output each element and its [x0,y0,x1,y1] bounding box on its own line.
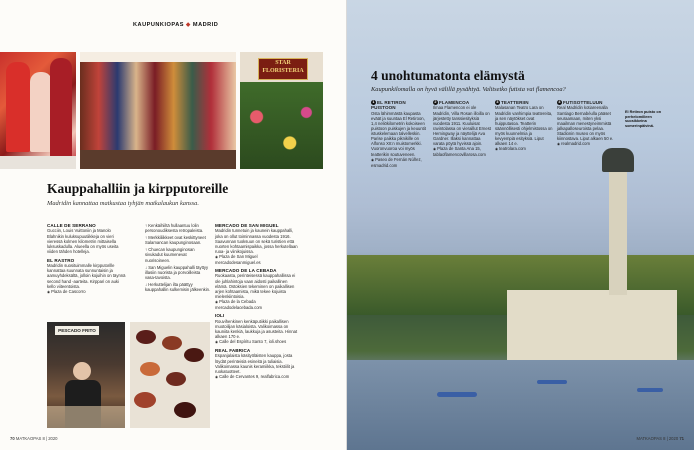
flamenco-dresses-photo [0,52,76,169]
left-page-number: 70 [10,436,15,441]
cebada-heading: MERCADO DE LA CEBADA [215,268,277,274]
item-4-place: ◉ realmadrid.com [557,141,615,147]
ioli-text: Rouvihenkinen kenkäputiikki paikallisen muotoilijan käsialoista. Valikoimassa on kauniita kenkiä, laukkuja ja asusteita. Hinnat alkaen 170 e. [215,318,298,339]
flower-shop-photo [240,52,323,169]
caption-5: ↓ Herkuttelijan ilta päättyy kauppahallin sulkemisin jälkeenkin. [145,281,211,293]
item-2-heading: FLAMENCOA [439,100,470,105]
real-fabrica-text: Espanjalaista käsityöläisten kauppa, josta löydät perinteisiä esineitä ja tuliaisia. Valikoimassa kaunis keramiikka, tekstiilit ja ruokatuotteet. [215,353,295,374]
item-number-badge: 4 [558,100,561,105]
caption-3: ↑ Chuecan kaupunginosan sivukadut kuumenevat nuorisoineen. [145,247,195,263]
cebada-place: ◉ Plaza de la Cebada [215,299,301,305]
item-1-place: ◉ Paseo de Fernán Núñez, esmadrid.com [371,157,429,168]
rastro-text: Madridin suosituimmalle kirpputorille kannattaa suunnata sunnuntaisin ja aamuyhdeksältä, jolloin kojuihin on täynnä second hand -aarteita. Kirppari on auki kello viiteentoista. [47,263,126,289]
col-1 [47,223,127,295]
caption-1: ↑ Kenkäihiiltä hullaantuu lolin personoudiksesta retropaleista. [145,223,204,234]
caption-arrow-icon: ↑ [145,235,149,241]
real-fabrica-heading: REAL FABRICA [215,348,251,353]
serrano-heading: CALLE DE SERRANO [47,223,96,228]
market-stall-photo [47,322,125,428]
left-page [0,0,346,450]
item-2 [433,100,491,157]
left-title: Kauppahalliin ja kirpputoreille [47,181,229,196]
item-4 [557,100,615,147]
header-separator: ◆ [186,22,191,28]
san-miguel-place: ◉ Plaza de San Miguel [215,254,301,260]
col-3 [215,223,301,380]
caption-arrow-icon: ↓ [145,264,149,270]
caption-arrow-icon: ↑ [145,247,149,253]
item-2-place: ◉ Plaza de Santa Ana 15, tablaoflamencovillarosa.com [433,146,491,157]
item-1 [371,100,429,168]
item-3-heading: TEATTERIIN [501,100,529,105]
right-title: 4 unohtumatonta elämystä [371,68,525,83]
item-1-heading: EL RETIRON PUISTOON [371,100,406,111]
item-3 [495,100,553,152]
chocolates-photo [130,322,210,428]
right-magazine-name: MATKAOPAS 8 | 2020 [636,436,679,441]
item-1-text: Osta lähimmästä kaupasta eväät ja suuntaa El Retiroon, 1,4 neliökilometrin kokoiseen puistoon puiskujen ja keuuntit istuskelemaan talvelleskin. Parise paikka piknikille on Alfonso XII:n muistomerkki. Vuoronvuoroa voi myös teatterikin soutuveneen. [371,110,426,157]
rastro-heading: EL RASTRO [47,257,75,263]
caption-arrow-icon: ↓ [145,281,149,287]
item-3-text: Malasanan Teatro Lara on Madridin vanhimpia teattereita, ja sen näytökset ovat huipputasoa. Teatterin säännöllisesti ohjelmistossa on myös kuunnelmia ja kevyempiä esityksiä. Liput alkaen 14 e. [495,105,553,147]
san-miguel-heading: MERCADO DE SAN MIGUEL [215,223,279,228]
right-subtitle: Kaupunkilomalla on hyvä välillä pysähtyä. Valitsetko futista vai flamencoa? [371,86,566,93]
star-floristeria-sign: STAR FLORISTERIA [258,58,308,80]
section-header [133,22,218,28]
ioli-place: ◉ Calle del Espíritu Santo 7, ioli.shoes [215,339,301,345]
caption-2: ↑ Merkkiliikkeet ovat keskittyneet Salamancan kaupunginosaan. [145,235,206,246]
item-4-heading: FUTISOTTELUUN [563,100,603,105]
cebada-site: mercadodelacebada.com [215,305,263,311]
left-magazine-name: MATKAOPAS 8 | 2020 [15,436,58,441]
right-page [347,0,694,450]
caption-4: ↓ San Miguelin kauppahalli täyttyy illasiin nuorista ja porvoilleista vasa-tavoista. [145,264,209,280]
city-label: MADRID [192,22,219,28]
left-footer [10,436,58,441]
item-number-badge: 1 [372,100,375,105]
right-footer [636,436,684,441]
san-miguel-site: mercadodesanmiguel.es [215,259,261,265]
right-page-number: 71 [679,436,684,441]
section-label: KAUPUNKIOPAS [133,22,184,28]
ioli-heading: IOLI [215,313,225,319]
item-number-badge: 3 [496,100,499,105]
item-number-badge: 2 [434,100,437,105]
rastro-place: ◉ Plaza de Cascorro [47,289,127,295]
left-subtitle: Madridin kannattaa matkustaa tyhjän matkalaukun kanssa. [47,200,199,207]
real-fabrica-place: ◉ Calle de Cervantes 9, realfabrica.com [215,374,301,380]
col-2-captions [145,223,211,294]
item-2-text: Ilmaa Flamencon ei ole Madridin, Villa Rosan illoilla on järjestetty tanssiesityksiä vuodesta 1911. Kuuluisat ravintolassa on vieraillut Ernest Hemingway ja näyttelijä Ava Gardner. Illaksi kannattaa varata pöytä hyvissä ajoin. [433,105,491,147]
san-miguel-text: Madridin tunnetuin ja kaunein kauppahalli, joka on ollut toiminnassa vuodesta 1916. Saavunnan tuoksuun on sekä turistien että nuorten kohtaamispaikka, jossa herkutellaan ruoa- ja viinikojuissa. [215,228,298,254]
cebada-text: Ruokaasta, perinteisessä kauppahallissa ei ole juhlahintoja vaan aidosti paikallinen elämä. Ostoksien tekeminen on paikallisen arjen kohtaamista, mikä tekee kojuista mielenkiintoisia. [215,273,296,299]
pescado-frito-sign: PESCADO FRITO [55,326,99,335]
item-4-text: Real Madridin kotiareenalla Santiago Bernabéulla pääset seuraamaan, miten yksi maailman menestyneimmistä jalkapalloseuroista pelaa. Stadionin museo on myös kiinnostava. Liput alkaen 50 e. [557,105,614,141]
photo-caption: El Retiron puisto on perhelomilleen suosikkeina somerinpäivinä. [625,110,662,128]
caption-arrow-icon: ↑ [145,223,149,228]
serrano-text: Gucciin, Louis Vuittoniin ja Manolo Blahnikin kuluksupuutiikkeja on vieri vieressä kolmen kilometrin mittaisella luksuskadulla. Alueella on myös useita viiden tähden hotelleja. [47,228,119,254]
clothing-rack-photo [80,52,236,169]
item-3-place: ◉ teatrolara.com [495,146,553,152]
